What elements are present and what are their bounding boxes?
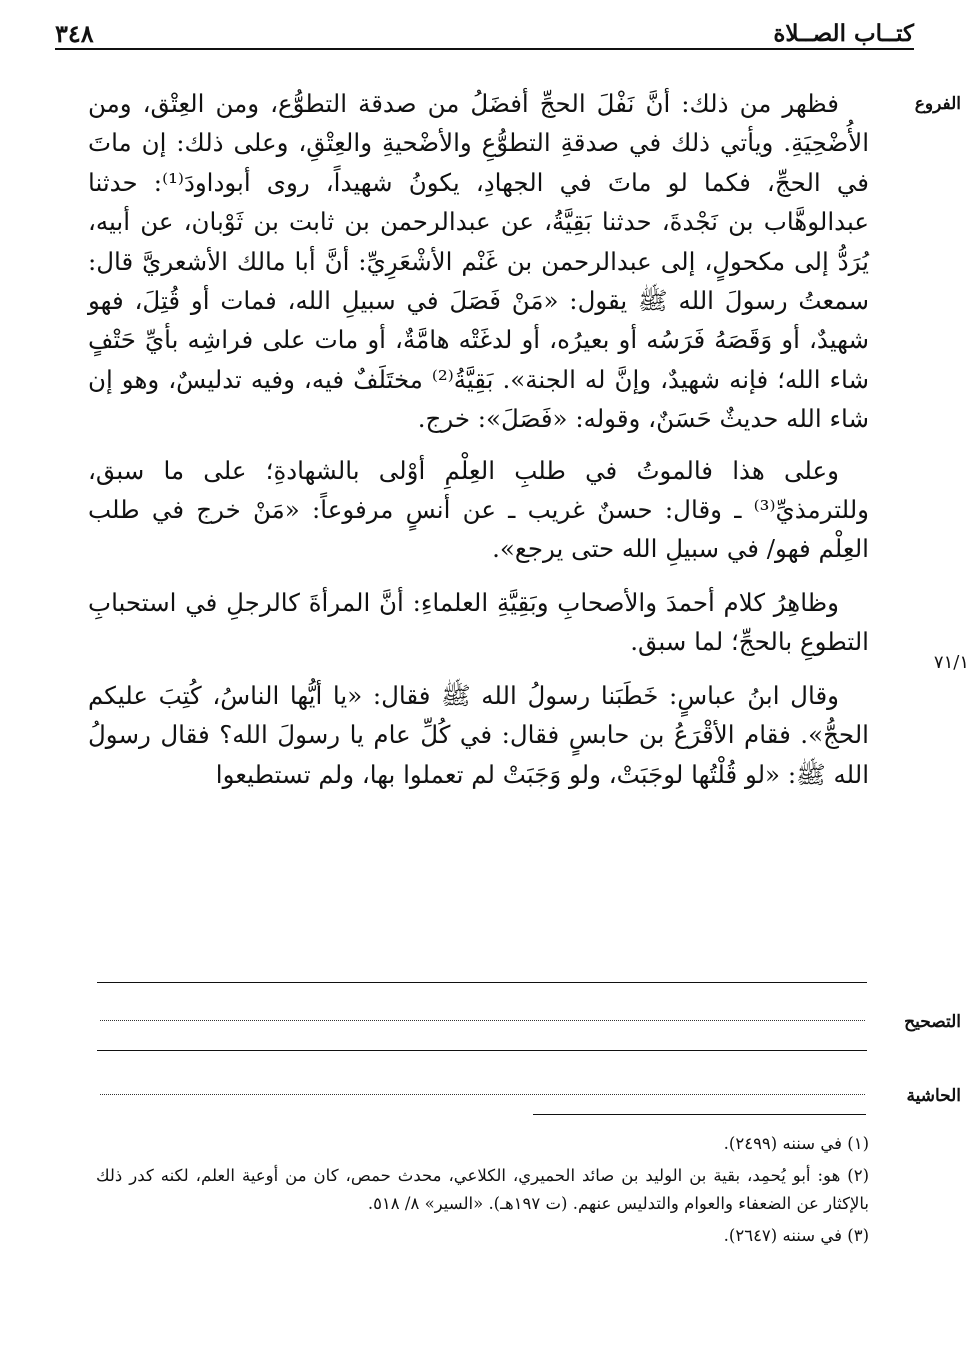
running-title: كتــاب الصــلاة <box>773 19 914 47</box>
footnote: (٢) هو: أبو يُحمِد، بقية بن الوليد بن صائد الحميري، الكلاعي، محدث حمص، كان من أوعية العلم، لكنه كدر ذلك بالإكثار عن الضعفاء والعوام والتدليس عنهم. (ت ١٩٧هـ). «السير» ٨/ ٥١٨. <box>96 1166 869 1213</box>
margin-volume-page-ref: ٧١/١ <box>933 652 969 673</box>
paragraph: فظهر من ذلك: أنَّ نَفْلَ الحجِّ أفضَلُ من صدقة التطوُّع، ومن العِتْق، ومن الأُضْحِيَةِ. ويأتي ذلك في صدقةِ التطوُّعِ والأضْحيةِ والعِتْقِ، وعلى ذلك: إن ماتَ في الحجِّ، فكما لو ماتَ في الجهادِ، يكونُ شهيداً، روى أبوداودَ⁽¹⁾: حدثنا عبدالوهَّاب بن نَجْدةَ، حدثنا بَقِيَّةُ، عن عبدالرحمن بن ثابت بن ثَوْبان، عن أبيه، يُرَدُّ إلى مكحولٍ، إلى عبدالرحمن بن غَنْم الأشْعَرِيِّ: أنَّ أبا مالك الأشعريَّ قال: سمعتُ رسولَ الله ﷺ يقول: «مَنْ فَصَلَ في سبيلِ الله، فمات أو قُتِلَ، فهو شهيدٌ، أو وَقَصَهُ فَرَسُه أو بعيرُه، أو لدغَتْه هامَّةٌ، أو مات على فراشِه بأيِّ حَتْفٍ شاء الله؛ فإنه شهيدٌ، وإنَّ له الجنة». بَقِيَّةُ⁽²⁾ مختَلَفٌ فيه، وفيه تدليسٌ، وهو إن شاء الله حديثٌ حَسَنٌ، وقوله: «فَصَلَ»: خرج. <box>88 89 870 434</box>
paragraph: وعلى هذا فالموتُ في طلبِ العِلْمِ أوْلى بالشهادةِ؛ على ما سبق، وللترمذيِّ⁽³⁾ ـ وقال: حسنٌ غريب ـ عن أنسٍ مرفوعاً: «مَنْ خرج في طلب العِلْم فهو/ في سبيلِ الله حتى يرجع». <box>88 455 869 564</box>
page-number: ٣٤٨ <box>55 18 94 48</box>
paragraph: وظاهِرُ كلام أحمدَ والأصحابِ وبَقِيَّةِ العلماءِ: أنَّ المرأةَ كالرجلِ في استحبابِ التطوعِ بالحجِّ؛ لما سبق. <box>88 587 869 657</box>
footnote-separator <box>533 1114 866 1115</box>
margin-label-furu: الفروع <box>914 94 961 114</box>
margin-label-tashih: التصحيح <box>904 1012 961 1032</box>
hashiya-dotted-line <box>100 1094 865 1095</box>
footnote: (١) في سننه (٢٤٩٩). <box>723 1134 869 1153</box>
footnote: (٣) في سننه (٢٦٤٧). <box>723 1226 869 1245</box>
tashih-dotted-line <box>100 1020 865 1021</box>
main-text-bottom-rule <box>97 982 867 983</box>
tashih-separator-rule <box>97 1050 867 1051</box>
main-text <box>88 84 869 808</box>
footnotes <box>96 1130 869 1254</box>
page-header <box>55 18 914 50</box>
margin-label-hashiya: الحاشية <box>906 1086 961 1106</box>
paragraph: وقال ابنُ عباسٍ: خَطَبَنا رسولُ الله ﷺ فقال: «يا أيُّها الناسُ، كُتِبَ عليكم الحجُّ». فقام الأقْرَعُ بن حابسٍ فقال: في كُلِّ عام يا رسولَ الله؟ فقال رسولُ الله ﷺ: «لو قُلْتُها لوجَبَتْ، ولو وَجَبَتْ لم تعملوا بها، ولم تستطيعوا <box>88 680 869 789</box>
